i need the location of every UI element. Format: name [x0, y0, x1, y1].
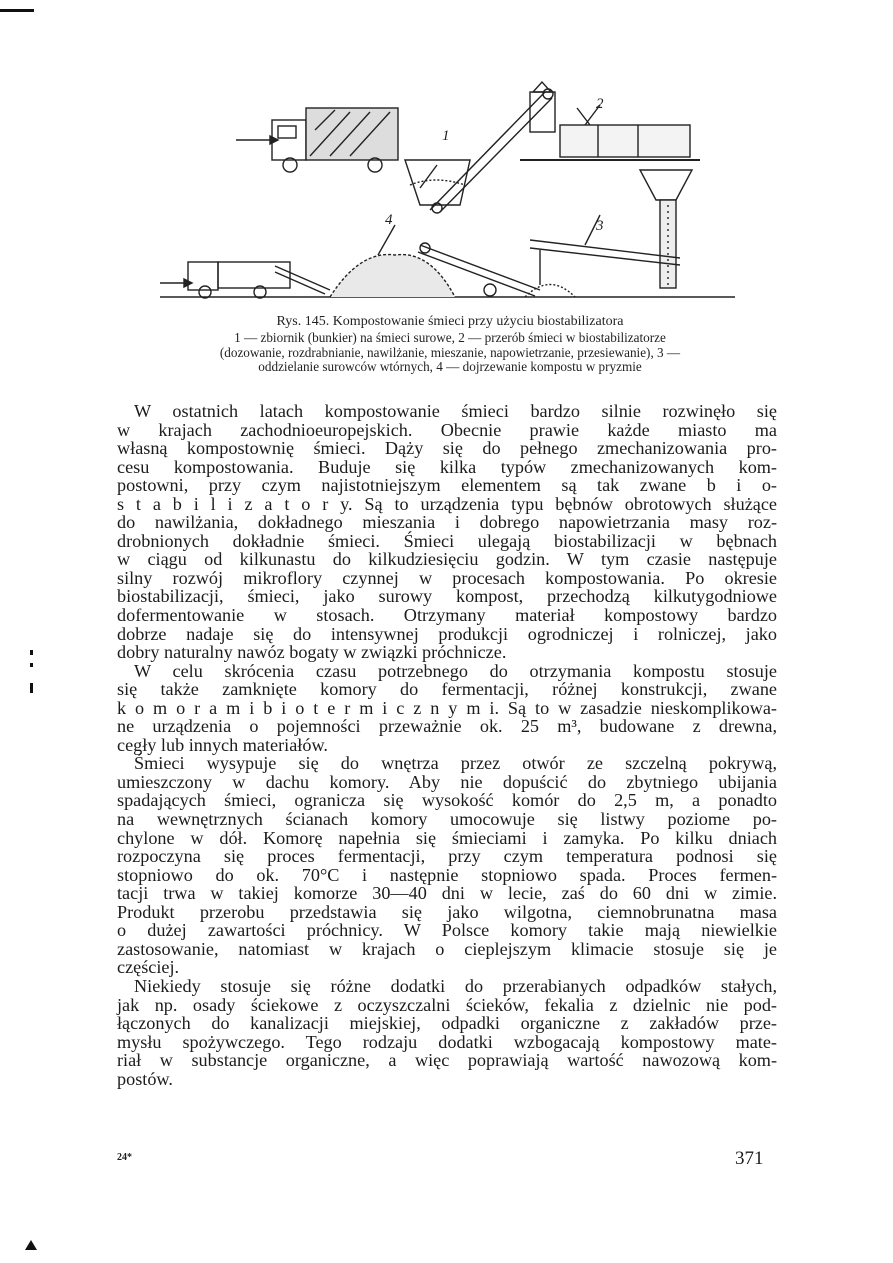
truck-bottom-icon	[160, 262, 290, 298]
figure-label-2: 2	[596, 96, 604, 112]
text-line: dobrze nadaje się do intensywnej produkcji ogrodniczej i rolniczej, jako	[117, 623, 777, 644]
scan-triangle-mark	[25, 1240, 37, 1250]
text-line: postów.	[117, 1068, 173, 1089]
text-line: tacji trwa w takiej komorze 30—40 dni w lecie, zaś do 60 dni w zimie.	[117, 883, 777, 904]
figure-label-3: 3	[596, 218, 604, 234]
scan-corner-mark	[0, 9, 34, 12]
paragraph	[117, 662, 777, 755]
text-line: k o m o r a m i b i o t e r m i c z n y m i. Są to w zasadzie nieskomplikowa-	[117, 697, 777, 718]
text-line: się także zamknięte komory do fermentacji, różnej konstrukcji, zwane	[117, 679, 777, 700]
bunker-conveyor	[405, 89, 553, 213]
text-line: jak np. osady ściekowe z oczyszczalni ścieków, fekalia z dzielnic nie pod-	[117, 994, 777, 1015]
text-line: rozpoczyna się proces fermentacji, przy czym temperatura podnosi się	[117, 846, 777, 867]
text-line: dofermentowanie w stosach. Otrzymany materiał kompostowy bardzo	[117, 605, 777, 626]
text-line: o dużej zawartości próchnicy. W Polsce komory takie mają niewielkie	[117, 920, 777, 941]
paragraph	[117, 977, 777, 1088]
page-number: 371	[735, 1148, 764, 1169]
text-line: w krajach zachodnioeuropejskich. Obecnie prawie każde miasto ma	[117, 419, 777, 440]
caption-line: oddzielanie surowców wtórnych, 4 — dojrzewanie kompostu w pryzmie	[258, 359, 642, 374]
text-line: spadających śmieci, ogranicza się wysokość komór do 2,5 m, a ponadto	[117, 790, 777, 811]
text-line: Śmieci wysypuje się do wnętrza przez otwór ze szczelną pokrywą,	[134, 753, 777, 774]
text-line: do nawilżania, dokładnego mieszania i dobrego napowietrzania masy roz-	[117, 512, 777, 533]
caption-line: 1 — zbiornik (bunkier) na śmieci surowe, 2 — przerób śmieci w biostabilizatorze	[234, 330, 666, 345]
body-text	[117, 402, 777, 1088]
compost-windrow	[330, 255, 455, 297]
text-line: postowni, przy czym najistotniejszym elementem są tak zwane b i o-	[117, 475, 777, 496]
text-line: w ciągu od kilkunastu do kilkudziesięciu godzin. W tym czasie następuje	[117, 549, 777, 570]
text-line: umieszczony w dachu komory. Aby nie dopuścić do zbytniego ubijania	[117, 771, 777, 792]
text-line: W celu skrócenia czasu potrzebnego do otrzymania kompostu stosuje	[134, 660, 777, 681]
printer-signature: 24*	[117, 1152, 132, 1163]
text-line: ne urządzenia o pojemności przeważnie ok. 25 m³, budowane z drewna,	[117, 716, 777, 737]
scan-margin-mark	[30, 683, 33, 693]
text-line: częściej.	[117, 957, 180, 978]
paragraph	[117, 402, 777, 662]
text-line: mysłu spożywczego. Tego rodzaju dodatki wzbogacają kompostowy mate-	[117, 1031, 777, 1052]
text-line: na wewnętrznych ścianach komory umocowuje się listwy poziome po-	[117, 809, 777, 830]
figure-label-4: 4	[385, 212, 393, 228]
text-line: chylone w dół. Komorę napełnia się śmieciami i zamyka. Po kilku dniach	[117, 827, 777, 848]
paragraph	[117, 754, 777, 977]
caption-line: (dozowanie, rozdrabnianie, nawilżanie, mieszanie, napowietrzanie, przesiewanie), 3 —	[219, 344, 681, 360]
figure-caption-legend	[110, 331, 790, 375]
text-line: stopniowo do ok. 70°C i następnie stopniowo spada. Proces fermen-	[117, 864, 777, 885]
truck-top-icon	[236, 108, 398, 172]
text-line: zastosowanie, natomiast w krajach o cieplejszym klimacie stosuje się je	[117, 938, 777, 959]
text-line: riał w substancje organiczne, a więc poprawiają wartość nawozową kom-	[117, 1050, 777, 1071]
text-line: biostabilizacji, śmieci, jako surowy kompost, przechodzą kilkutygodniowe	[117, 586, 777, 607]
scan-margin-mark	[30, 650, 33, 655]
text-line: cesu kompostowania. Buduje się kilka typów zmechanizowanych kom-	[117, 456, 777, 477]
text-line: cegły lub innych materiałów.	[117, 734, 328, 755]
figure-caption-title: Rys. 145. Kompostowanie śmieci przy użyciu biostabilizatora	[276, 314, 624, 329]
text-line: łączonych do kanalizacji miejskiej, odpadki organiczne z zakładów prze-	[117, 1013, 777, 1034]
biostabilizer-diagram	[150, 80, 750, 305]
text-line: W ostatnich latach kompostowanie śmieci bardzo silnie rozwinęło się	[134, 401, 777, 421]
text-line: Niekiedy stosuje się różne dodatki do przerabianych odpadków stałych,	[134, 975, 777, 996]
text-line: drobnionych dokładnie śmieci. Śmieci ulegają biostabilizacji w bębnach	[117, 530, 777, 551]
text-line: dobry naturalny nawóz bogaty w związki próchnicze.	[117, 642, 507, 663]
figure-label-1: 1	[442, 128, 450, 144]
text-line: silny rozwój mikroflory czynnej w procesach kompostowania. Po okresie	[117, 567, 777, 588]
text-line: s t a b i l i z a t o r y. Są to urządzenia typu bębnów obrotowych służące	[117, 493, 777, 514]
text-line: Produkt przerobu przedstawia się jako wilgotna, ciemnobrunatna masa	[117, 901, 777, 922]
text-line: własną kompostownię śmieci. Dąży się do pełnego zmechanizowania pro-	[117, 438, 777, 459]
scan-margin-mark	[30, 663, 33, 667]
